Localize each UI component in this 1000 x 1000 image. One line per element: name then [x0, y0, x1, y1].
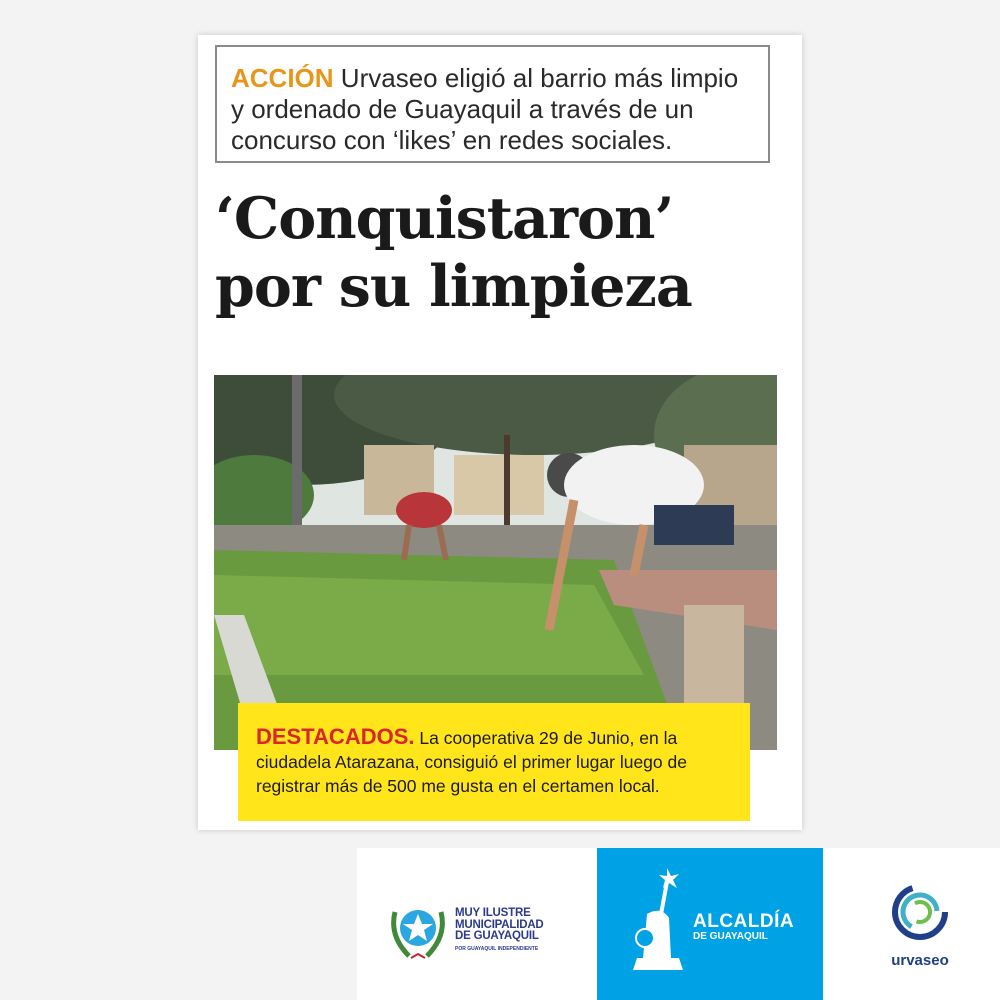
municipalidad-name — [455, 908, 544, 943]
headline-line-2: por su limpieza — [215, 253, 692, 320]
alcaldia-subtitle: DE GUAYAQUIL — [693, 931, 768, 942]
alcaldia-title: ALCALDÍA — [693, 911, 795, 932]
urvaseo-logo — [875, 884, 965, 974]
lead-box — [215, 45, 770, 163]
municipalidad-line-1: MUY ILUSTRE — [455, 907, 531, 919]
newspaper-clipping — [198, 35, 802, 830]
logo-bar — [357, 848, 1000, 1000]
municipalidad-tagline: POR GUAYAQUIL INDEPENDIENTE — [455, 946, 539, 952]
photo-caption — [238, 703, 750, 821]
alcaldia-logo — [597, 848, 823, 1000]
alcaldia-text — [693, 912, 794, 943]
municipalidad-line-2: MUNICIPALIDAD — [455, 918, 544, 931]
municipalidad-logo — [387, 900, 577, 970]
lead-text: Urvaseo eligió al barrio más limpio y ordenado de Guayaquil a través de un concurso con ‘likes’ en redes sociales. — [231, 63, 739, 155]
caption-kicker: DESTACADOS. — [256, 724, 415, 749]
municipalidad-seal-icon — [387, 900, 449, 966]
urvaseo-name: urvaseo — [891, 952, 949, 969]
article-photo — [214, 375, 777, 750]
urvaseo-swirl-icon — [875, 884, 965, 946]
headline — [215, 185, 795, 321]
headline-line-1: ‘Conquistaron’ — [215, 185, 674, 252]
lead-kicker: ACCIÓN — [231, 63, 334, 93]
caption-text: La cooperativa 29 de Junio, en la ciudadela Atarazana, consiguió el primer lugar luego de registrar más de 500 me gusta en el certamen local. — [256, 728, 687, 796]
municipalidad-line-3: DE GUAYAQUIL — [455, 930, 539, 942]
alcaldia-statue-icon — [627, 866, 697, 976]
